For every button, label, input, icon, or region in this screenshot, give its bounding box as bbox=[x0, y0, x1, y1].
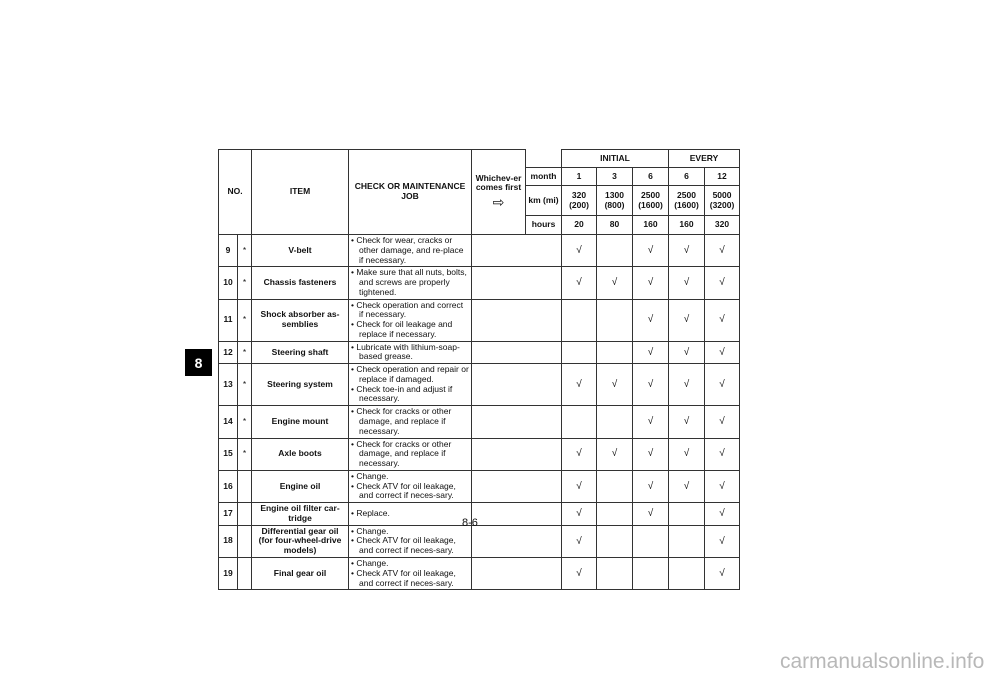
check-mark: √ bbox=[669, 470, 705, 502]
header-hours-label: hours bbox=[526, 216, 562, 235]
row-number: 10 bbox=[219, 267, 238, 299]
row-number: 17 bbox=[219, 503, 238, 526]
row-number: 16 bbox=[219, 470, 238, 502]
row-job bbox=[349, 525, 472, 557]
empty-interval-cell bbox=[633, 525, 669, 557]
job-step: • Change. bbox=[351, 472, 469, 482]
header-month-3: 6 bbox=[669, 168, 705, 186]
header-km-label: km (mi) bbox=[526, 186, 562, 216]
header-km-0: 320 (200) bbox=[562, 186, 597, 216]
row-job bbox=[349, 267, 472, 299]
row-whichever-cell bbox=[472, 364, 562, 406]
check-mark: √ bbox=[633, 299, 669, 341]
job-step: • Replace. bbox=[351, 509, 469, 519]
row-asterisk bbox=[238, 503, 252, 526]
check-mark: √ bbox=[705, 470, 740, 502]
header-hours-4: 320 bbox=[705, 216, 740, 235]
job-list bbox=[351, 343, 469, 363]
check-mark: √ bbox=[705, 364, 740, 406]
row-job bbox=[349, 341, 472, 364]
check-mark: √ bbox=[669, 406, 705, 438]
empty-interval-cell bbox=[633, 557, 669, 589]
check-mark: √ bbox=[562, 470, 597, 502]
check-mark: √ bbox=[633, 503, 669, 526]
check-mark: √ bbox=[633, 406, 669, 438]
job-list bbox=[351, 236, 469, 265]
job-list bbox=[351, 301, 469, 340]
job-step: • Make sure that all nuts, bolts, and screws are properly tightened. bbox=[351, 268, 469, 297]
header-km-2: 2500 (1600) bbox=[633, 186, 669, 216]
row-job bbox=[349, 557, 472, 589]
job-step: • Change. bbox=[351, 527, 469, 537]
check-mark: √ bbox=[705, 299, 740, 341]
row-asterisk: * bbox=[238, 438, 252, 470]
check-mark: √ bbox=[669, 299, 705, 341]
watermark: carmanualsonline.info bbox=[780, 650, 984, 673]
row-asterisk bbox=[238, 557, 252, 589]
header-km-1: 1300 (800) bbox=[597, 186, 633, 216]
header-hours-0: 20 bbox=[562, 216, 597, 235]
empty-interval-cell bbox=[597, 503, 633, 526]
row-asterisk: * bbox=[238, 267, 252, 299]
maintenance-table bbox=[218, 149, 740, 590]
empty-interval-cell bbox=[669, 503, 705, 526]
empty-interval-cell bbox=[597, 299, 633, 341]
job-list bbox=[351, 527, 469, 556]
empty-interval-cell bbox=[562, 299, 597, 341]
row-whichever-cell bbox=[472, 503, 562, 526]
check-mark: √ bbox=[562, 557, 597, 589]
check-mark: √ bbox=[705, 341, 740, 364]
row-item: Engine mount bbox=[252, 406, 349, 438]
check-mark: √ bbox=[669, 267, 705, 299]
check-mark: √ bbox=[562, 267, 597, 299]
row-item: Final gear oil bbox=[252, 557, 349, 589]
row-job bbox=[349, 503, 472, 526]
table-row bbox=[219, 470, 740, 502]
page-number: 8-6 bbox=[462, 517, 478, 529]
row-whichever-cell bbox=[472, 557, 562, 589]
job-list bbox=[351, 407, 469, 436]
job-step: • Check for cracks or other damage, and replace if necessary. bbox=[351, 407, 469, 436]
job-list bbox=[351, 365, 469, 404]
header-km-3: 2500 (1600) bbox=[669, 186, 705, 216]
job-step: • Check toe-in and adjust if necessary. bbox=[351, 385, 469, 405]
row-asterisk: * bbox=[238, 299, 252, 341]
check-mark: √ bbox=[633, 364, 669, 406]
empty-interval-cell bbox=[597, 557, 633, 589]
header-month-4: 12 bbox=[705, 168, 740, 186]
header-hours-3: 160 bbox=[669, 216, 705, 235]
header-no: NO. bbox=[219, 150, 252, 235]
check-mark: √ bbox=[597, 438, 633, 470]
table-row bbox=[219, 341, 740, 364]
table-row bbox=[219, 557, 740, 589]
empty-interval-cell bbox=[597, 470, 633, 502]
row-job bbox=[349, 470, 472, 502]
check-mark: √ bbox=[562, 235, 597, 267]
chapter-tab: 8 bbox=[185, 349, 212, 376]
row-number: 14 bbox=[219, 406, 238, 438]
row-asterisk: * bbox=[238, 406, 252, 438]
check-mark: √ bbox=[633, 470, 669, 502]
row-number: 12 bbox=[219, 341, 238, 364]
header-job: CHECK OR MAINTENANCE JOB bbox=[349, 150, 472, 235]
job-list bbox=[351, 559, 469, 588]
row-job bbox=[349, 438, 472, 470]
header-corner bbox=[526, 150, 562, 168]
job-step: • Change. bbox=[351, 559, 469, 569]
header-month-label: month bbox=[526, 168, 562, 186]
row-item: V-belt bbox=[252, 235, 349, 267]
check-mark: √ bbox=[705, 557, 740, 589]
check-mark: √ bbox=[633, 267, 669, 299]
row-item: Steering shaft bbox=[252, 341, 349, 364]
row-whichever-cell bbox=[472, 525, 562, 557]
job-step: • Check for wear, cracks or other damage, and re-place if necessary. bbox=[351, 236, 469, 265]
job-step: • Check ATV for oil leakage, and correct if neces-sary. bbox=[351, 569, 469, 589]
row-job bbox=[349, 299, 472, 341]
empty-interval-cell bbox=[597, 341, 633, 364]
row-item: Steering system bbox=[252, 364, 349, 406]
empty-interval-cell bbox=[597, 525, 633, 557]
check-mark: √ bbox=[705, 267, 740, 299]
table-row bbox=[219, 299, 740, 341]
empty-interval-cell bbox=[669, 525, 705, 557]
row-item: Axle boots bbox=[252, 438, 349, 470]
empty-interval-cell bbox=[562, 406, 597, 438]
check-mark: √ bbox=[705, 438, 740, 470]
header-hours-2: 160 bbox=[633, 216, 669, 235]
job-list bbox=[351, 268, 469, 297]
job-step: • Check ATV for oil leakage, and correct if neces-sary. bbox=[351, 482, 469, 502]
row-whichever-cell bbox=[472, 267, 562, 299]
empty-interval-cell bbox=[669, 557, 705, 589]
row-number: 19 bbox=[219, 557, 238, 589]
check-mark: √ bbox=[705, 406, 740, 438]
table-row bbox=[219, 525, 740, 557]
check-mark: √ bbox=[633, 341, 669, 364]
check-mark: √ bbox=[705, 525, 740, 557]
row-whichever-cell bbox=[472, 470, 562, 502]
row-asterisk: * bbox=[238, 341, 252, 364]
row-job bbox=[349, 235, 472, 267]
row-asterisk: * bbox=[238, 235, 252, 267]
check-mark: √ bbox=[597, 267, 633, 299]
header-whichever-label: Whichev-er comes first bbox=[475, 172, 522, 193]
row-item: Differential gear oil (for four-wheel-drive models) bbox=[252, 525, 349, 557]
row-number: 15 bbox=[219, 438, 238, 470]
check-mark: √ bbox=[669, 364, 705, 406]
table-row bbox=[219, 267, 740, 299]
header-hours-1: 80 bbox=[597, 216, 633, 235]
check-mark: √ bbox=[633, 438, 669, 470]
row-number: 11 bbox=[219, 299, 238, 341]
job-step: • Check ATV for oil leakage, and correct if neces-sary. bbox=[351, 536, 469, 556]
row-job bbox=[349, 406, 472, 438]
row-item: Engine oil bbox=[252, 470, 349, 502]
job-list bbox=[351, 472, 469, 501]
check-mark: √ bbox=[562, 438, 597, 470]
header-km-4: 5000 (3200) bbox=[705, 186, 740, 216]
check-mark: √ bbox=[597, 364, 633, 406]
empty-interval-cell bbox=[597, 235, 633, 267]
empty-interval-cell bbox=[562, 341, 597, 364]
check-mark: √ bbox=[705, 503, 740, 526]
check-mark: √ bbox=[705, 235, 740, 267]
table-row bbox=[219, 438, 740, 470]
check-mark: √ bbox=[562, 503, 597, 526]
job-step: • Lubricate with lithium-soap-based grease. bbox=[351, 343, 469, 363]
check-mark: √ bbox=[562, 525, 597, 557]
header-whichever bbox=[472, 150, 526, 235]
job-step: • Check for oil leakage and replace if necessary. bbox=[351, 320, 469, 340]
row-item: Chassis fasteners bbox=[252, 267, 349, 299]
header-item: ITEM bbox=[252, 150, 349, 235]
job-list bbox=[351, 440, 469, 469]
row-asterisk: * bbox=[238, 364, 252, 406]
header-every: EVERY bbox=[669, 150, 740, 168]
row-number: 9 bbox=[219, 235, 238, 267]
header-month-1: 3 bbox=[597, 168, 633, 186]
check-mark: √ bbox=[669, 438, 705, 470]
row-item: Engine oil filter car-tridge bbox=[252, 503, 349, 526]
row-number: 13 bbox=[219, 364, 238, 406]
row-whichever-cell bbox=[472, 235, 562, 267]
row-job bbox=[349, 364, 472, 406]
table-row bbox=[219, 364, 740, 406]
check-mark: √ bbox=[633, 235, 669, 267]
check-mark: √ bbox=[669, 235, 705, 267]
job-step: • Check operation and correct if necessary. bbox=[351, 301, 469, 321]
empty-interval-cell bbox=[597, 406, 633, 438]
job-list bbox=[351, 509, 469, 519]
job-step: • Check operation and repair or replace if damaged. bbox=[351, 365, 469, 385]
check-mark: √ bbox=[562, 364, 597, 406]
row-whichever-cell bbox=[472, 438, 562, 470]
arrow-right-icon: ⇨ bbox=[492, 194, 505, 211]
table-row bbox=[219, 503, 740, 526]
header-month-0: 1 bbox=[562, 168, 597, 186]
header-initial: INITIAL bbox=[562, 150, 669, 168]
table-row bbox=[219, 406, 740, 438]
row-asterisk bbox=[238, 525, 252, 557]
table-row bbox=[219, 235, 740, 267]
header-month-2: 6 bbox=[633, 168, 669, 186]
row-whichever-cell bbox=[472, 299, 562, 341]
row-item: Shock absorber as-semblies bbox=[252, 299, 349, 341]
job-step: • Check for cracks or other damage, and replace if necessary. bbox=[351, 440, 469, 469]
row-asterisk bbox=[238, 470, 252, 502]
row-whichever-cell bbox=[472, 341, 562, 364]
row-whichever-cell bbox=[472, 406, 562, 438]
check-mark: √ bbox=[669, 341, 705, 364]
row-number: 18 bbox=[219, 525, 238, 557]
